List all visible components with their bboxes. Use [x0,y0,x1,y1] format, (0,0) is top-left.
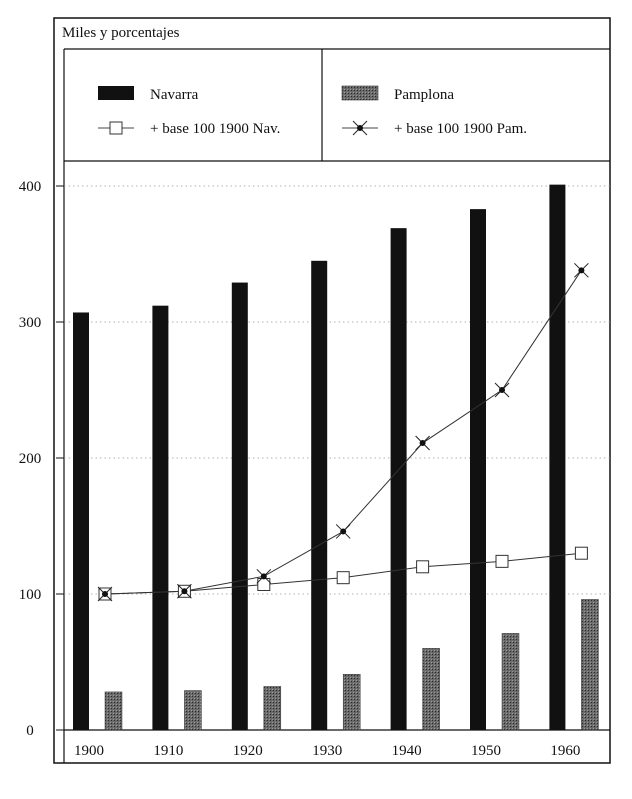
x-axis-ticks [74,743,580,759]
legend-label-pam-index: + base 100 1900 Pam. [394,121,528,137]
point-pam-index-1940 [416,436,430,450]
legend-label-navarra: Navarra [150,87,199,103]
point-nav-index-1950 [496,555,508,567]
legend [98,86,527,137]
bar-pamplona-1920 [264,686,281,730]
legend-item-nav-index [98,121,280,137]
bars [73,185,598,730]
y-tick-label-400: 400 [18,179,42,195]
chart-title: Miles y porcentajes [62,25,180,41]
point-pam-index-1930 [336,524,350,538]
x-tick-label-1900: 1900 [74,743,104,759]
x-tick-label-1930: 1930 [312,743,343,759]
bar-navarra-1920 [232,283,248,730]
x-tick-label-1920: 1920 [232,743,263,759]
index-lines [98,263,588,601]
bar-pamplona-1960 [581,599,598,730]
x-tick-label-1910: 1910 [153,743,184,759]
bar-pamplona-1950 [502,633,519,730]
line-pam-index [105,270,581,594]
x-tick-label-1950: 1950 [471,743,501,759]
point-nav-index-1930 [337,572,349,584]
bar-navarra-1940 [391,228,407,730]
point-nav-index-1960 [575,547,587,559]
point-pam-index-1960 [574,263,588,277]
x-tick-label-1960: 1960 [550,743,581,759]
legend-item-navarra [98,86,199,103]
bar-navarra-1910 [152,306,168,730]
y-tick-label-300: 300 [18,315,42,331]
bar-pamplona-1910 [184,691,201,730]
gridlines [64,186,610,594]
bar-navarra-1960 [549,185,565,730]
legend-label-nav-index: + base 100 1900 Nav. [150,121,281,137]
legend-marker-nav-index [110,122,122,134]
y-tick-label-0: 0 [26,723,34,739]
y-tick-label-200: 200 [18,451,42,467]
legend-item-pam-index [342,121,527,137]
x-tick-label-1940: 1940 [391,743,422,759]
point-nav-index-1940 [417,561,429,573]
bar-navarra-1900 [73,312,89,730]
bar-pamplona-1930 [343,674,360,730]
point-pam-index-1950 [495,383,509,397]
legend-label-pamplona: Pamplona [394,87,454,103]
bar-navarra-1930 [311,261,327,730]
legend-item-pamplona [342,86,454,103]
legend-swatch-pamplona [342,86,378,100]
bar-pamplona-1900 [105,692,122,730]
y-tick-label-100: 100 [18,587,42,603]
bar-navarra-1950 [470,209,486,730]
legend-swatch-navarra [98,86,134,100]
y-axis-ticks [19,179,64,739]
bar-pamplona-1940 [423,648,440,730]
